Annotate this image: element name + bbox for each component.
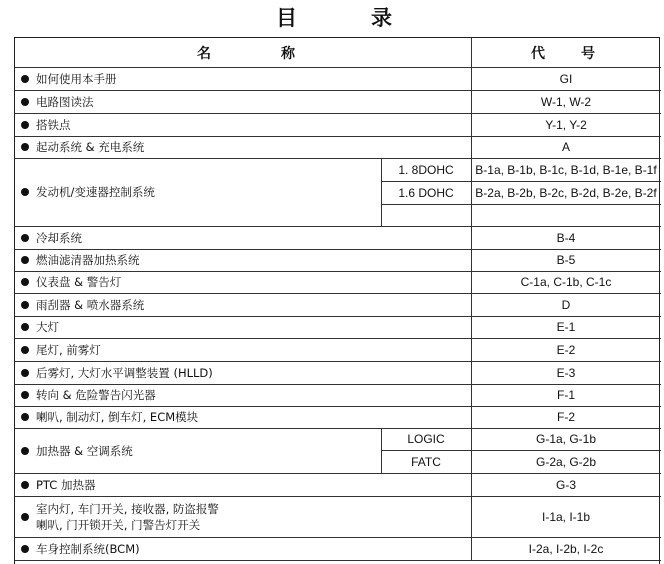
header-name-char-2: 称 [281,45,295,62]
row-name: 冷却系统 [36,230,82,245]
bullet-icon [21,75,29,83]
row-code: B-5 [556,253,576,267]
table-row [15,316,471,338]
header-code [471,38,661,67]
row-name-line-2: 喇叭, 门开锁开关, 门警告灯开关 [36,517,201,532]
header-code-char-2: 号 [581,45,595,62]
row-code: E-2 [556,342,576,357]
bullet-icon [21,481,29,489]
row-name: 雨刮器 & 喷水器系统 [36,297,145,312]
table-row [15,496,471,537]
bullet-icon [21,323,29,331]
row-name: 后雾灯, 大灯水平调整装置 (HLLD) [36,365,213,380]
row-code: I-1a, I-1b [541,509,591,524]
table-row [15,473,471,496]
header-name-char-1: 名 [197,45,211,62]
row-name: 喇叭, 制动灯, 倒车灯, ECM模块 [36,410,199,424]
table-row [15,537,471,560]
row-name: 尾灯, 前雾灯 [36,342,101,357]
bullet-icon [21,413,29,421]
title-char-1: 目 [276,6,297,30]
table-row [15,361,471,384]
row-code: GI [559,71,573,86]
table-row [15,113,471,136]
row-name: 车身控制系统(BCM) [36,541,140,556]
bullet-icon [21,447,29,455]
bullet-icon [21,278,29,286]
row-name-line-1: 室内灯, 车门开关, 接收器, 防盗报警 [36,501,219,516]
row-code: F-2 [557,410,575,424]
row-code: B-1a, B-1b, B-1c, B-1d, B-1e, B-1f [475,162,657,177]
row-code: E-1 [556,320,576,334]
row-name: PTC 加热器 [36,477,96,492]
row-code: G-1a, G-1b [535,432,597,446]
table-row [15,249,471,271]
row-name: 搭铁点 [36,117,71,132]
row-code: C-1a, C-1b, C-1c [520,275,612,289]
row-name [36,501,219,533]
bullet-icon [21,234,29,242]
row-name: 燃油滤清器加热系统 [36,253,140,267]
row-code [471,204,661,226]
bullet-icon [21,98,29,106]
row-divider [15,560,661,561]
table-row [15,226,471,249]
row-code: D [561,297,571,312]
row-code: B-4 [556,230,576,245]
row-name: 大灯 [36,320,59,334]
row-code: B-2a, B-2b, B-2c, B-2d, B-2e, B-2f [475,185,657,200]
row-code: F-1 [557,388,575,402]
table-row [15,406,471,428]
row-code: W-1, W-2 [540,94,592,109]
table-row [15,384,471,406]
sub-label [381,204,471,226]
page-title [0,0,664,30]
title-char-2: 录 [371,6,392,30]
column-divider [381,158,382,226]
table-row [15,293,471,316]
table-row [15,158,381,226]
sub-label: 1. 8DOHC [398,162,454,177]
row-name: 加热器 & 空调系统 [36,443,133,458]
table-row [15,338,471,361]
bullet-icon [21,143,29,151]
table-row [15,428,381,473]
table-row [15,136,471,158]
bullet-icon [21,346,29,354]
header-name [15,38,471,67]
row-name: 仪表盘 & 警告灯 [36,275,122,289]
sub-label: FATC [411,454,441,469]
column-divider [381,428,382,473]
column-divider [471,38,472,560]
sub-label: LOGIC [407,432,445,446]
row-name: 发动机/变速器控制系统 [36,185,155,199]
bullet-icon [21,121,29,129]
row-name: 如何使用本手册 [36,71,117,86]
contents-table [14,37,660,564]
sub-label: 1.6 DOHC [398,185,454,200]
row-code: I-2a, I-2b, I-2c [528,541,604,556]
row-code: G-3 [555,477,576,492]
row-code: E-3 [556,365,576,380]
bullet-icon [21,391,29,399]
row-code: Y-1, Y-2 [545,117,587,132]
table-row [15,67,471,90]
header-code-char-1: 代 [531,45,545,62]
row-name: 起动系统 & 充电系统 [36,140,145,154]
row-name: 电路图读法 [36,94,94,109]
bullet-icon [21,188,29,196]
bullet-icon [21,256,29,264]
table-row [15,90,471,113]
bullet-icon [21,545,29,553]
bullet-icon [21,301,29,309]
bullet-icon [21,513,29,521]
bullet-icon [21,369,29,377]
table-row [15,271,471,293]
row-code: G-2a, G-2b [535,454,597,469]
row-code: A [561,140,570,154]
row-name: 转向 & 危险警告闪光器 [36,388,156,402]
